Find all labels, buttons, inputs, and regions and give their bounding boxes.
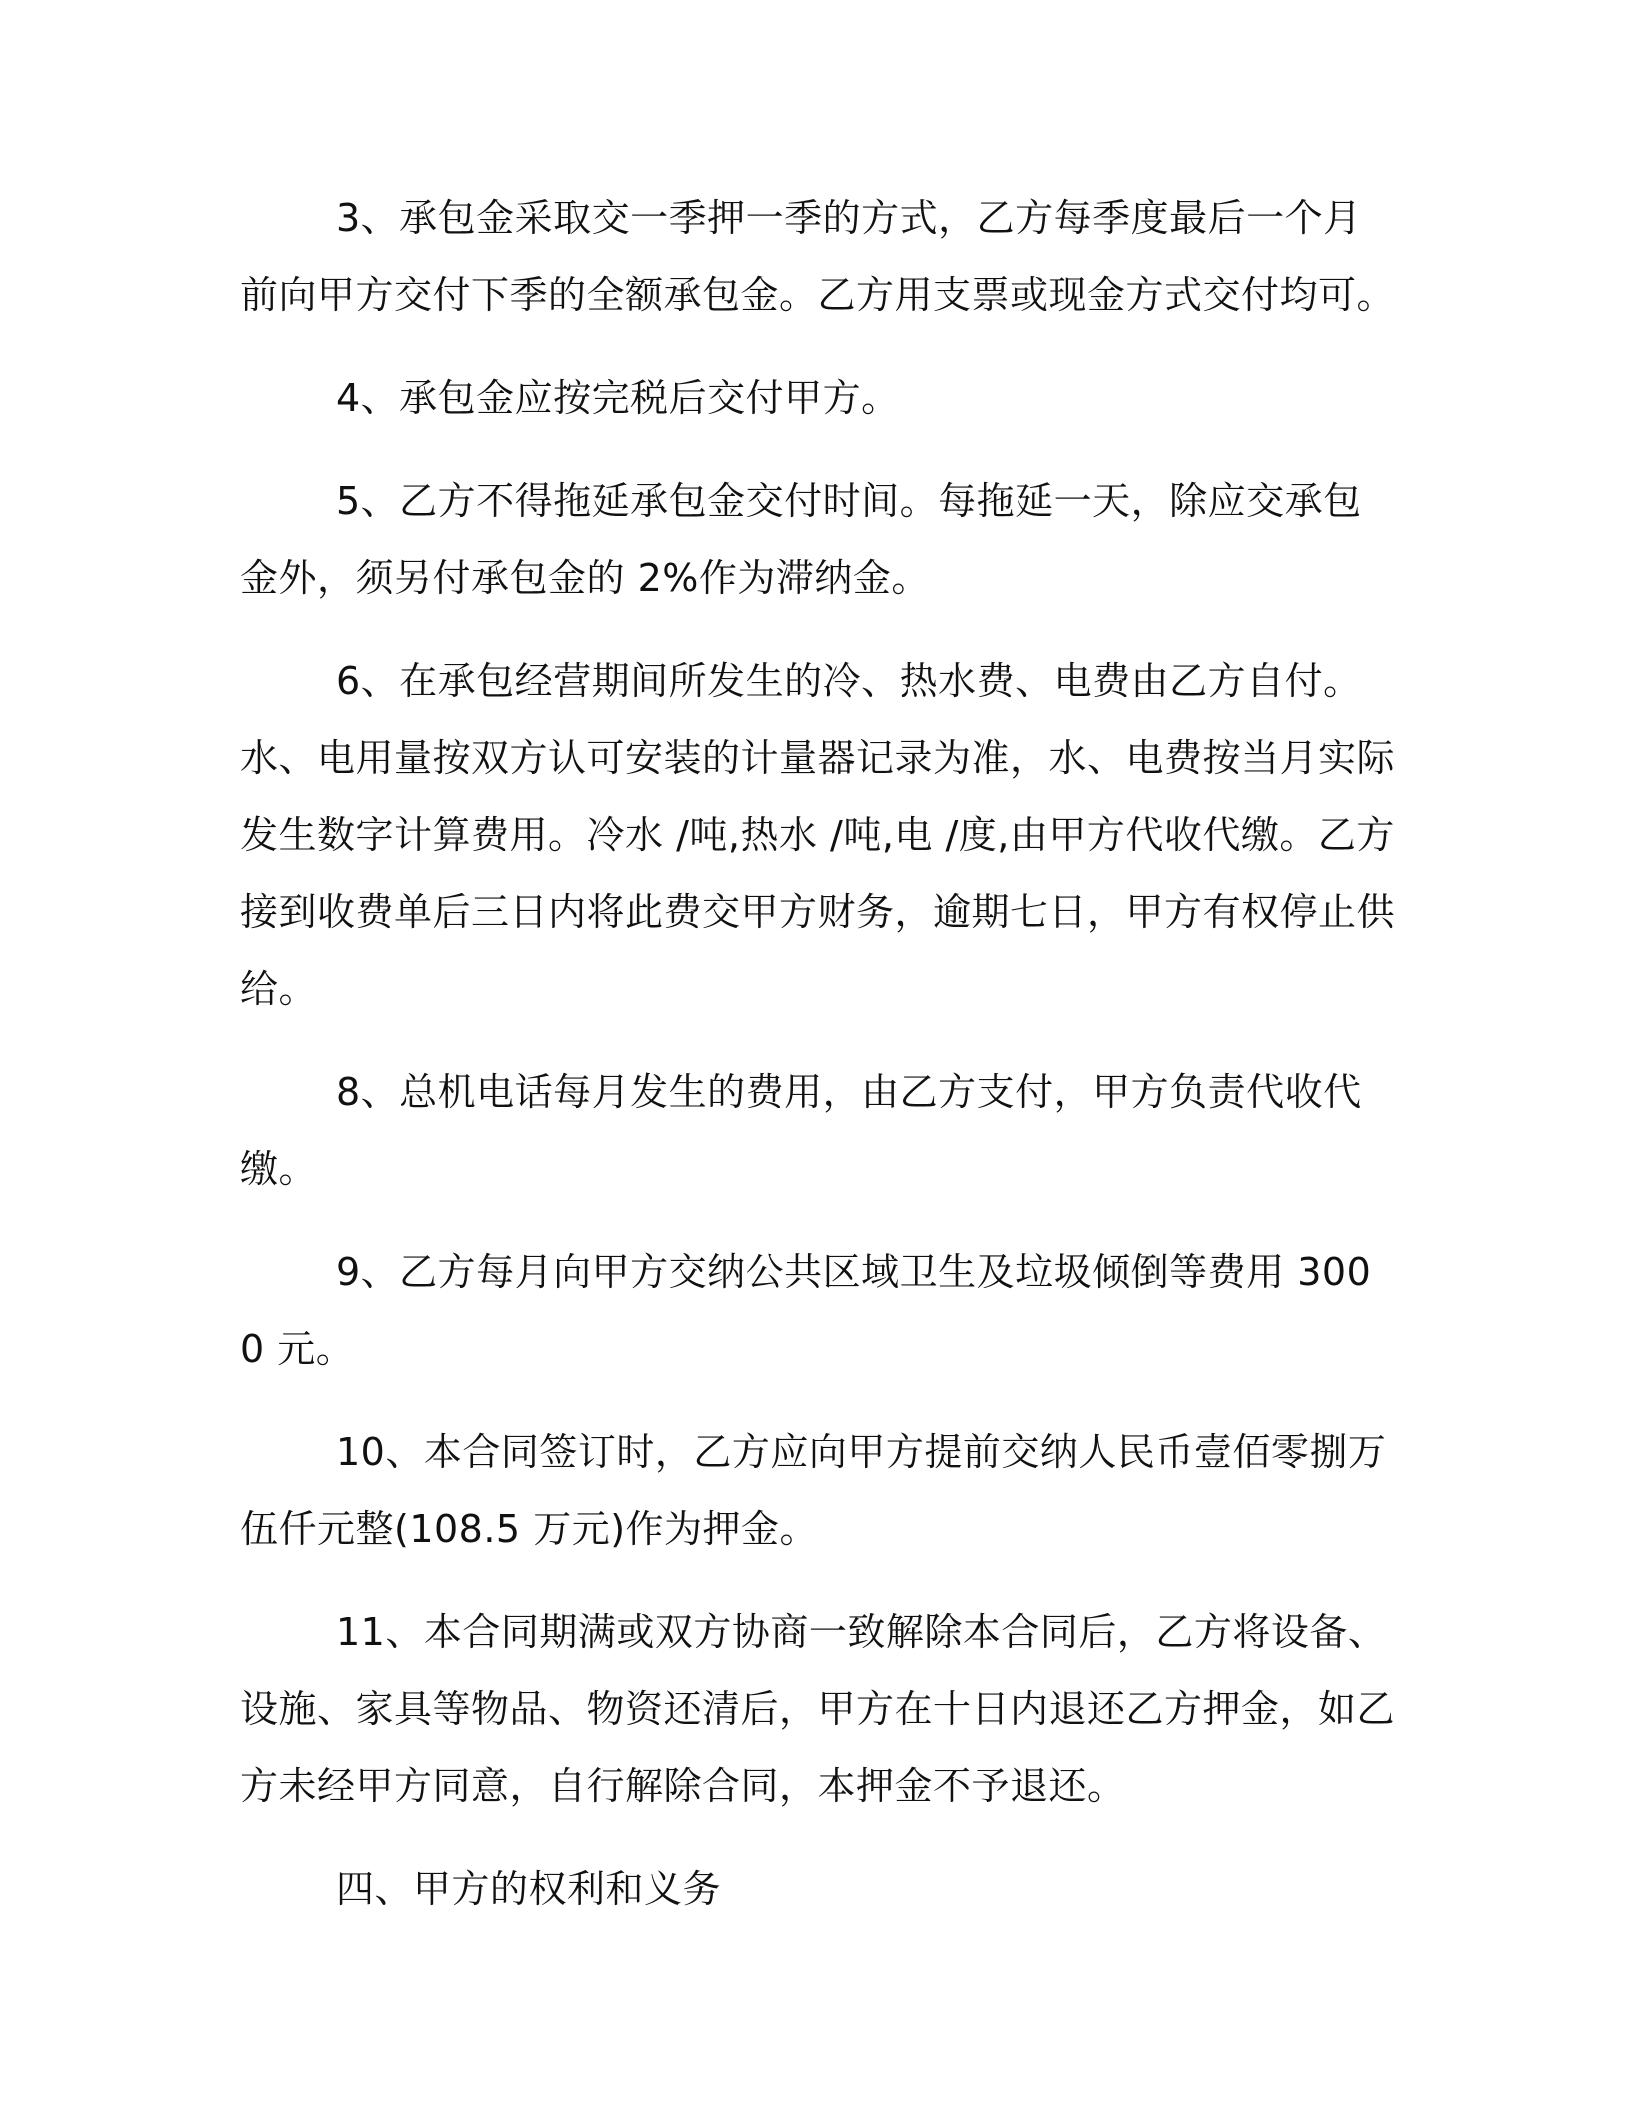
document-body — [240, 180, 1395, 1954]
clause-10-paragraph: 10、本合同签订时，乙方应向甲方提前交纳人民币壹佰零捌万伍仟元整(108.5 万元)作为押金。 — [240, 1430, 1387, 1551]
clause-11-paragraph: 11、本合同期满或双方协商一致解除本合同后，乙方将设备、设施、家具等物品、物资还清后，甲方在十日内退还乙方押金，如乙方未经甲方同意，自行解除合同，本押金不予退还。 — [240, 1610, 1396, 1808]
clause-4-paragraph: 4、承包金应按完税后交付甲方。 — [336, 376, 900, 420]
section-heading: 四、甲方的权利和义务 — [336, 1867, 722, 1911]
clause-3-paragraph: 3、承包金采取交一季押一季的方式，乙方每季度最后一个月前向甲方交付下季的全额承包金。乙方用支票或现金方式交付均可。 — [240, 196, 1396, 317]
clause-9-paragraph: 9、乙方每月向甲方交纳公共区域卫生及垃圾倾倒等费用 3000 元。 — [240, 1250, 1372, 1371]
clause-6-paragraph: 6、在承包经营期间所发生的冷、热水费、电费由乙方自付。水、电用量按双方认可安装的计量器记录为准，水、电费按当月实际发生数字计算费用。冷水 /吨,热水 /吨,电 /度,由甲方代收代缴。乙方接到收费单后三日内将此费交甲方财务，逾期七日，甲方有权停止供给。 — [240, 659, 1396, 1011]
clause-5-paragraph: 5、乙方不得拖延承包金交付时间。每拖延一天，除应交承包金外，须另付承包金的 2%作为滞纳金。 — [240, 479, 1362, 600]
clause-8-paragraph: 8、总机电话每月发生的费用，由乙方支付，甲方负责代收代缴。 — [240, 1070, 1362, 1191]
